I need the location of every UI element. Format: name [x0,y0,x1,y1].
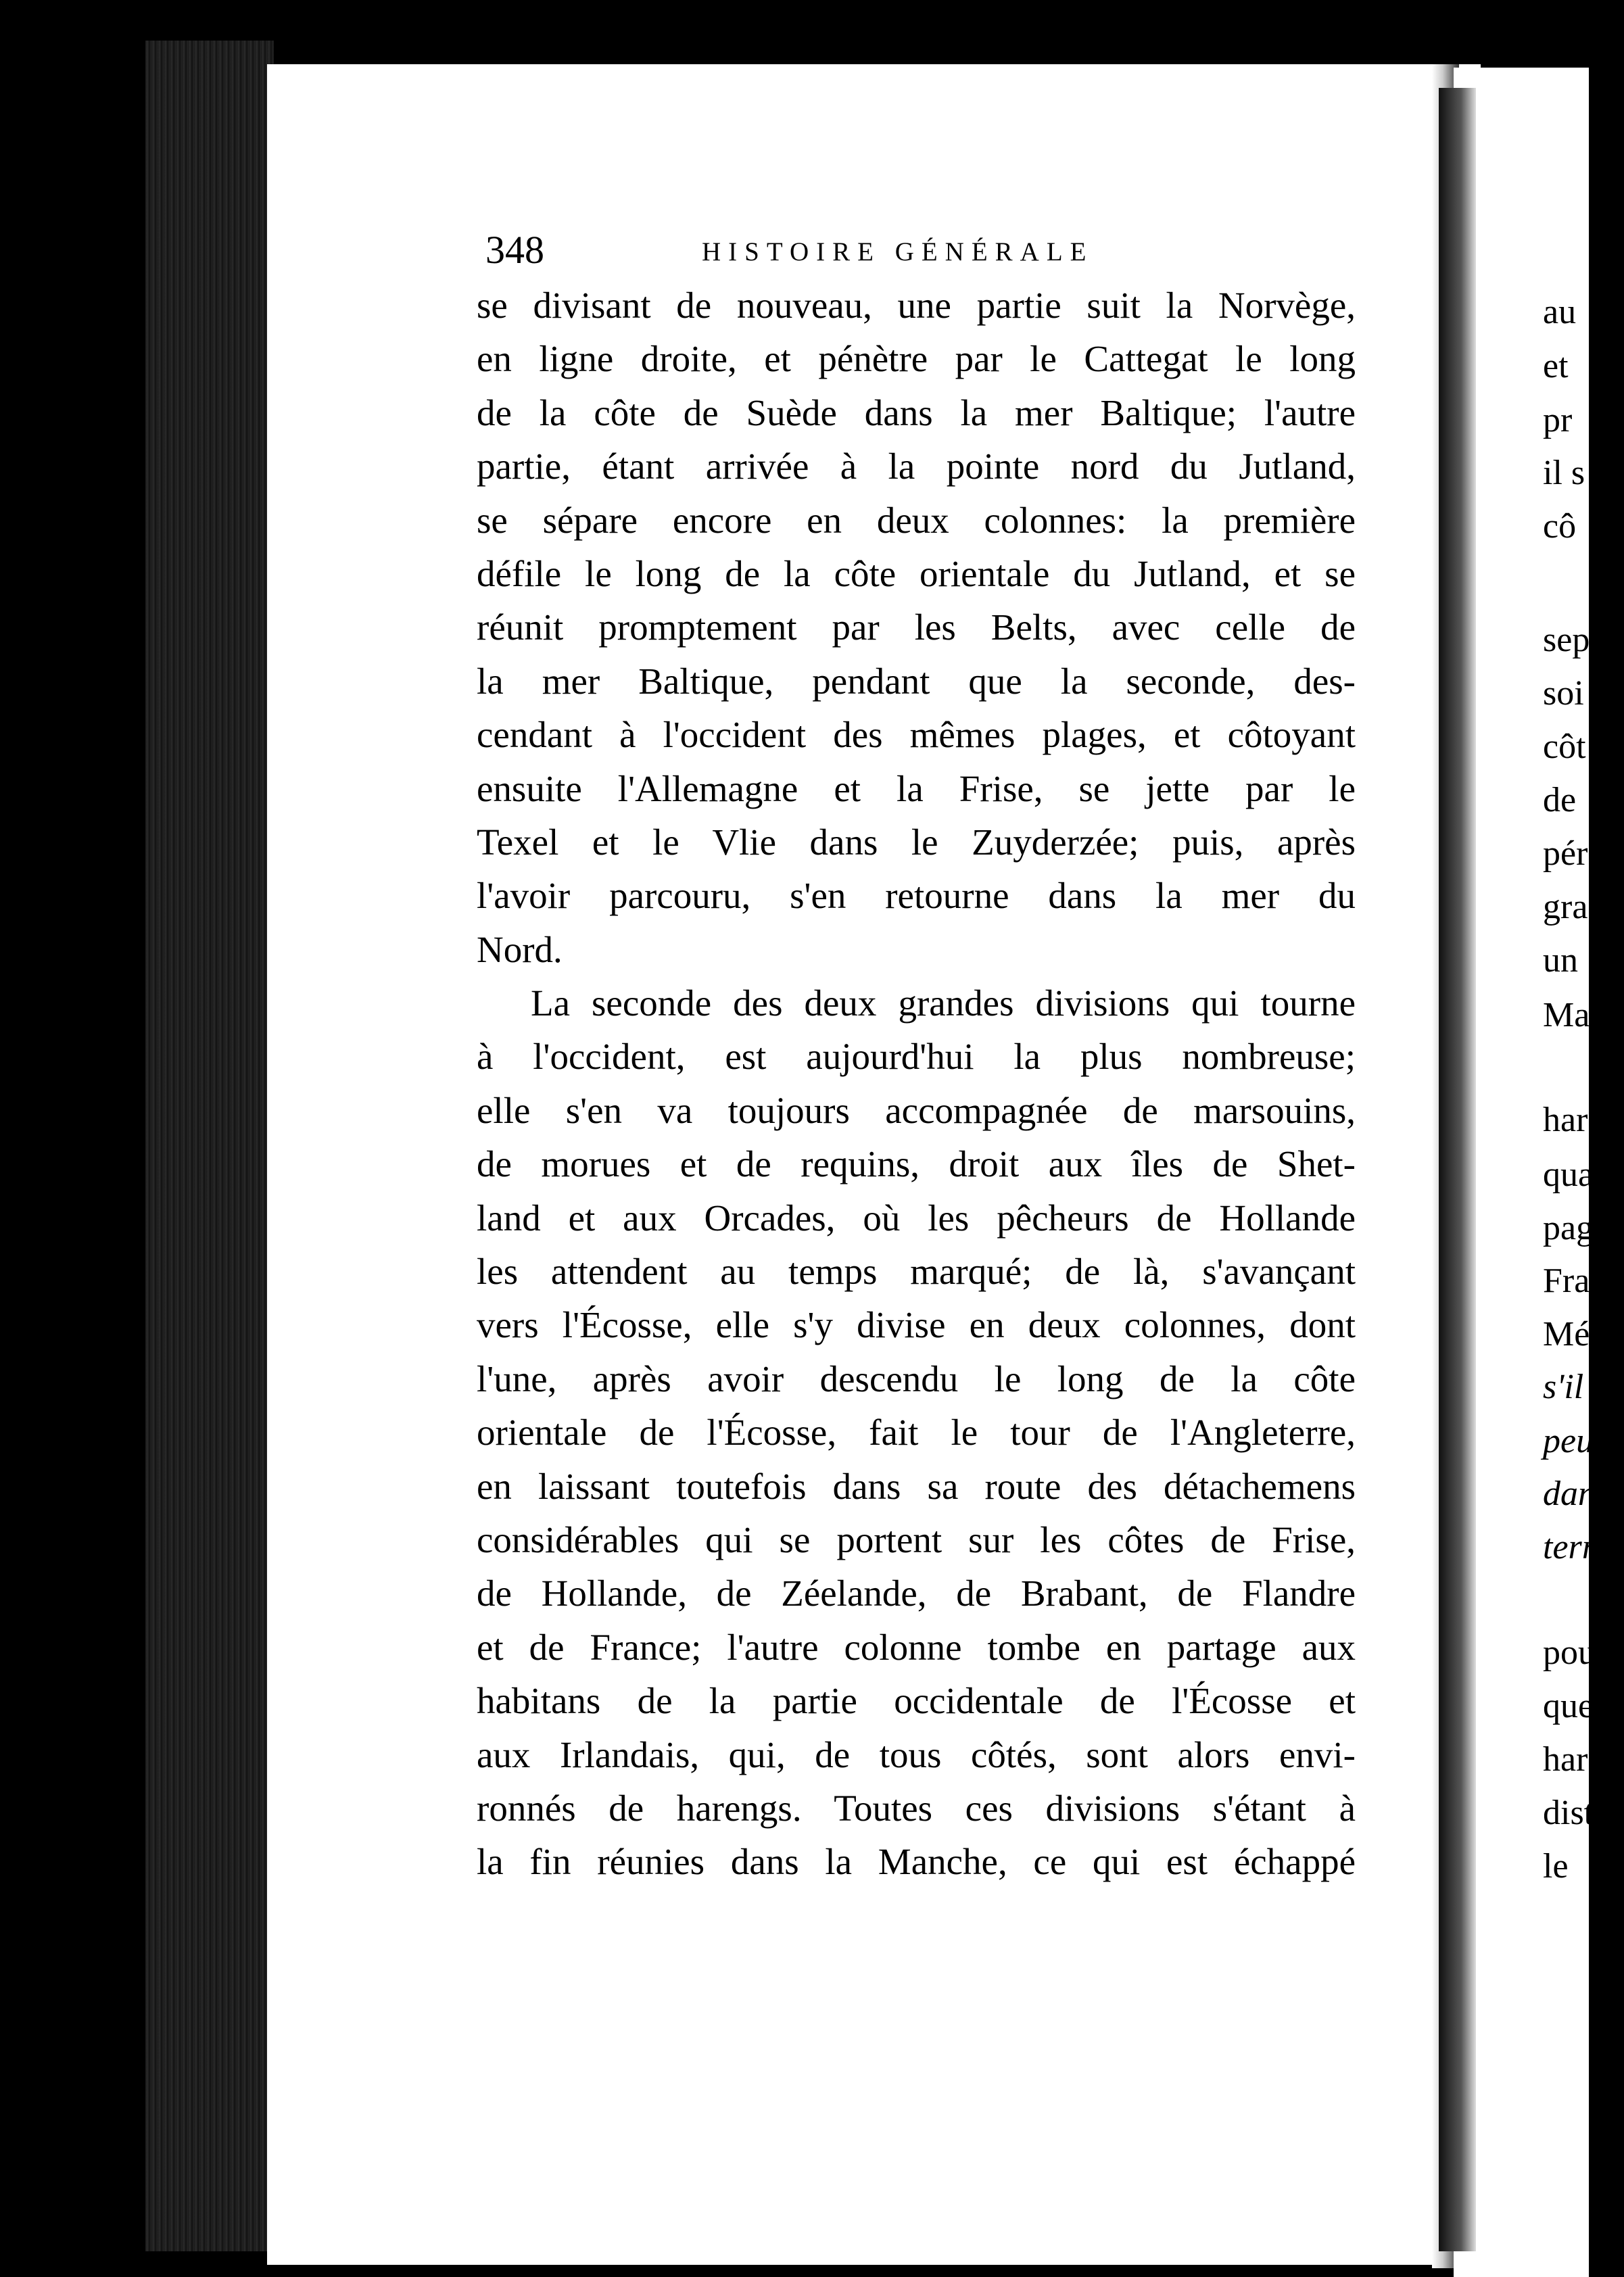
facing-page-fragment: soi [1543,674,1584,713]
text-line: et de France; l'autre colonne tombe en partage aux [477,1626,1356,1668]
text-line: l'avoir parcouru, s'en retourne dans la mer du [477,875,1356,917]
text-line: de Hollande, de Zéelande, de Brabant, de Flandre [477,1573,1356,1614]
text-line: en laissant toutefois dans sa route des détachemens [477,1465,1356,1507]
text-line: défile le long de la côte orientale du Jutland, et se [477,552,1356,594]
facing-page-fragment: har [1543,1101,1588,1139]
paragraph-1 [477,279,1356,976]
facing-page-fragment: s'il [1543,1368,1584,1406]
text-line: habitans de la partie occidentale de l'Écosse et [477,1680,1356,1722]
facing-page-fragment: pr [1543,401,1573,439]
facing-page-fragment: au [1543,293,1577,331]
text-line: réunit promptement par les Belts, avec celle de [477,606,1356,648]
text-line: se divisant de nouveau, une partie suit la Norvège, [477,285,1356,326]
facing-page-fragment: Fra [1543,1262,1590,1300]
text-line: aux Irlandais, qui, de tous côtés, sont alors envi- [477,1733,1356,1775]
body-text [477,279,1356,1889]
text-line: Nord. [477,928,563,970]
facing-page-fragment: il s [1543,454,1585,492]
facing-page-fragment: har [1543,1740,1588,1779]
facing-page-fragment: peu [1543,1422,1594,1460]
facing-page-fragment: cô [1543,507,1577,546]
text-line: à l'occident, est aujourd'hui la plus nombreuse; [477,1036,1356,1078]
book-fore-edge [145,41,274,2251]
text-line: la fin réunies dans la Manche, ce qui est échappé [477,1841,1356,1883]
facing-page-fragment: terr [1543,1528,1596,1566]
text-line: orientale de l'Écosse, fait le tour de l'Angleterre, [477,1412,1356,1454]
text-line: l'une, après avoir descendu le long de la côte [477,1358,1356,1399]
facing-page-fragment: sep [1543,621,1590,659]
text-line: ronnés de harengs. Toutes ces divisions s'étant à [477,1787,1356,1829]
facing-page-fragment: côt [1543,727,1586,766]
facing-page-fragment: Mé [1543,1315,1590,1353]
text-line: ensuite l'Allemagne et la Frise, se jette par le [477,767,1356,809]
facing-page-fragment: pou [1543,1633,1596,1672]
text-line: Texel et le Vlie dans le Zuyderzée; puis, après [477,821,1356,863]
facing-page-fragment: que [1543,1687,1594,1725]
facing-page-fragment: et [1543,347,1569,385]
paragraph-2 [477,976,1356,1889]
text-line: La seconde des deux grandes divisions qui tourne [531,982,1356,1024]
facing-page-fragment: gra [1543,888,1588,926]
text-line: cendant à l'occident des mêmes plages, et côtoyant [477,714,1356,756]
text-line: de la côte de Suède dans la mer Baltique; l'autre [477,391,1356,433]
facing-page-fragment: pag [1543,1209,1594,1247]
text-line: en ligne droite, et pénètre par le Cattegat le long [477,338,1356,380]
text-line: considérables qui se portent sur les côtes de Frise, [477,1518,1356,1560]
facing-page-fragment: le [1543,1847,1569,1886]
facing-page-fragment: un [1543,941,1578,980]
facing-page-fragment: pér [1543,834,1588,873]
text-line: se sépare encore en deux colonnes: la première [477,499,1356,541]
text-line: partie, étant arrivée à la pointe nord du Jutland, [477,446,1356,487]
facing-page-gutter [1439,88,1476,2251]
running-head [485,223,1358,277]
text-line: vers l'Écosse, elle s'y divise en deux colonnes, dont [477,1304,1356,1346]
text-line: elle s'en va toujours accompagnée de marsouins, [477,1089,1356,1131]
page-number: 348 [485,228,544,272]
facing-page-fragment: dist [1543,1794,1594,1832]
text-line: les attendent au temps marqué; de là, s'avançant [477,1251,1356,1293]
facing-page-fragment: dan [1543,1475,1596,1513]
running-head-title: HISTOIRE GÉNÉRALE [702,237,1094,266]
text-line: de morues et de requins, droit aux îles de Shet- [477,1143,1356,1185]
text-line: land et aux Orcades, où les pêcheurs de Hollande [477,1197,1356,1239]
text-line: la mer Baltique, pendant que la seconde, des- [477,660,1356,702]
facing-page-fragment: qua [1543,1155,1594,1194]
facing-page-fragment: de [1543,781,1577,819]
facing-page-fragment: Ma [1543,996,1590,1034]
